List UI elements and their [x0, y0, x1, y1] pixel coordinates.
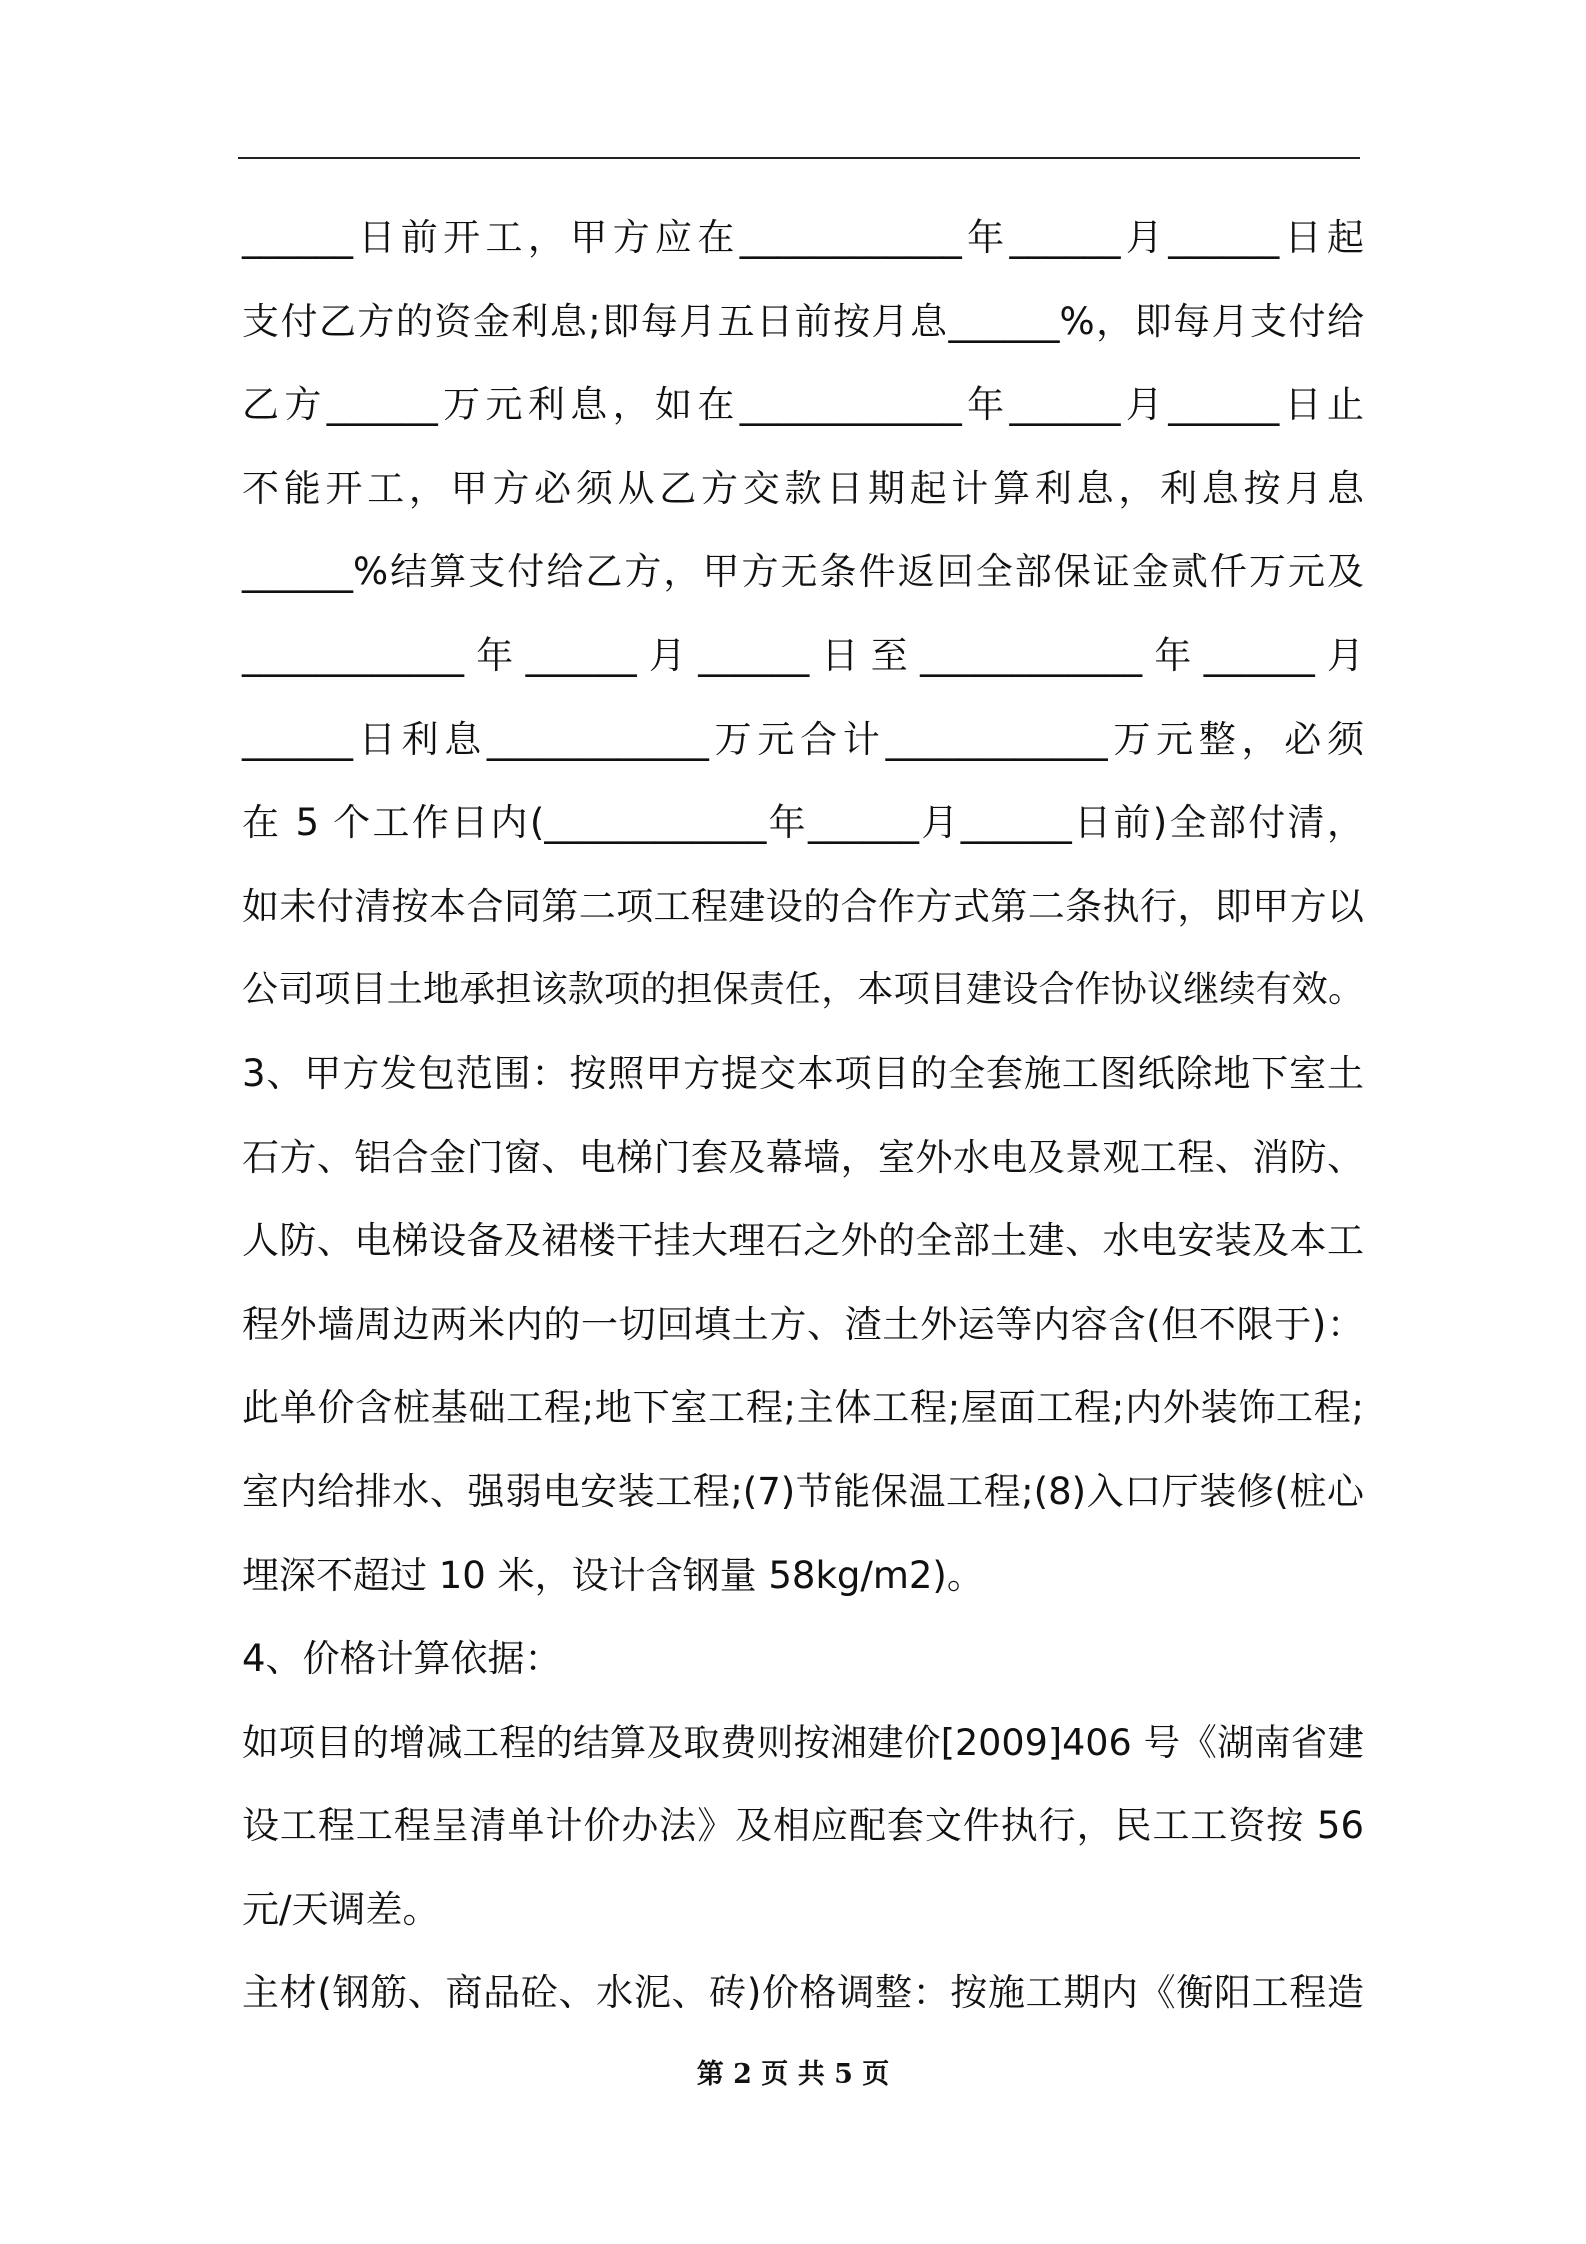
text-line: 主材(钢筋、商品砼、水泥、砖)价格调整：按施工期内《衡阳工程造 — [242, 1971, 1364, 2015]
text-line: 如项目的增减工程的结算及取费则按湘建价[2009]406 号《湖南省建 — [242, 1720, 1364, 1764]
text-line: 人防、电梯设备及裙楼干挂大理石之外的全部土建、水电安装及本工 — [242, 1219, 1364, 1263]
text-line: 元/天调差。 — [242, 1887, 440, 1931]
section-heading: 4、价格计算依据： — [242, 1637, 562, 1681]
document-body — [242, 196, 1364, 2035]
text-line: 埋深不超过 10 米，设计含钢量 58kg/m2)。 — [242, 1553, 984, 1597]
text-line: 此单价含桩基础工程;地下室工程;主体工程;屋面工程;内外装饰工程; — [242, 1386, 1364, 1430]
text-line: 在 5 个工作日内(____________年______月______日前)全部付清， — [242, 801, 1364, 845]
text-line: 程外墙周边两米内的一切回填土方、渣土外运等内容含(但不限于)： — [242, 1302, 1364, 1346]
text-line: ______%结算支付给乙方，甲方无条件返回全部保证金贰仟万元及 — [242, 550, 1364, 594]
header-divider — [238, 157, 1360, 159]
text-line: ______日前开工，甲方应在____________年______月______日起 — [242, 216, 1364, 259]
text-line: 支付乙方的资金利息;即每月五日前按月息______%，即每月支付给 — [242, 299, 1364, 343]
page-number: 第 2 页 共 5 页 — [696, 2059, 890, 2090]
text-line: ______日利息____________万元合计____________万元整，必须 — [242, 717, 1364, 761]
text-line: ____________年______月______日至____________年______月 — [242, 633, 1364, 677]
text-line: 乙方______万元利息，如在____________年______月______日止 — [242, 383, 1364, 427]
text-line: 设工程工程呈清单计价办法》及相应配套文件执行，民工工资按 56 — [242, 1804, 1364, 1848]
text-line: 室内给排水、强弱电安装工程;(7)节能保温工程;(8)入口厅装修(桩心 — [242, 1469, 1364, 1513]
text-line: 3、甲方发包范围：按照甲方提交本项目的全套施工图纸除地下室土 — [242, 1051, 1364, 1095]
text-line: 不能开工，甲方必须从乙方交款日期起计算利息，利息按月息 — [242, 466, 1364, 510]
text-line: 公司项目土地承担该款项的担保责任，本项目建设合作协议继续有效。 — [242, 969, 1364, 1011]
text-line: 石方、铝合金门窗、电梯门套及幕墙，室外水电及景观工程、消防、 — [242, 1135, 1364, 1179]
text-line: 如未付清按本合同第二项工程建设的合作方式第二条执行，即甲方以 — [242, 884, 1364, 928]
